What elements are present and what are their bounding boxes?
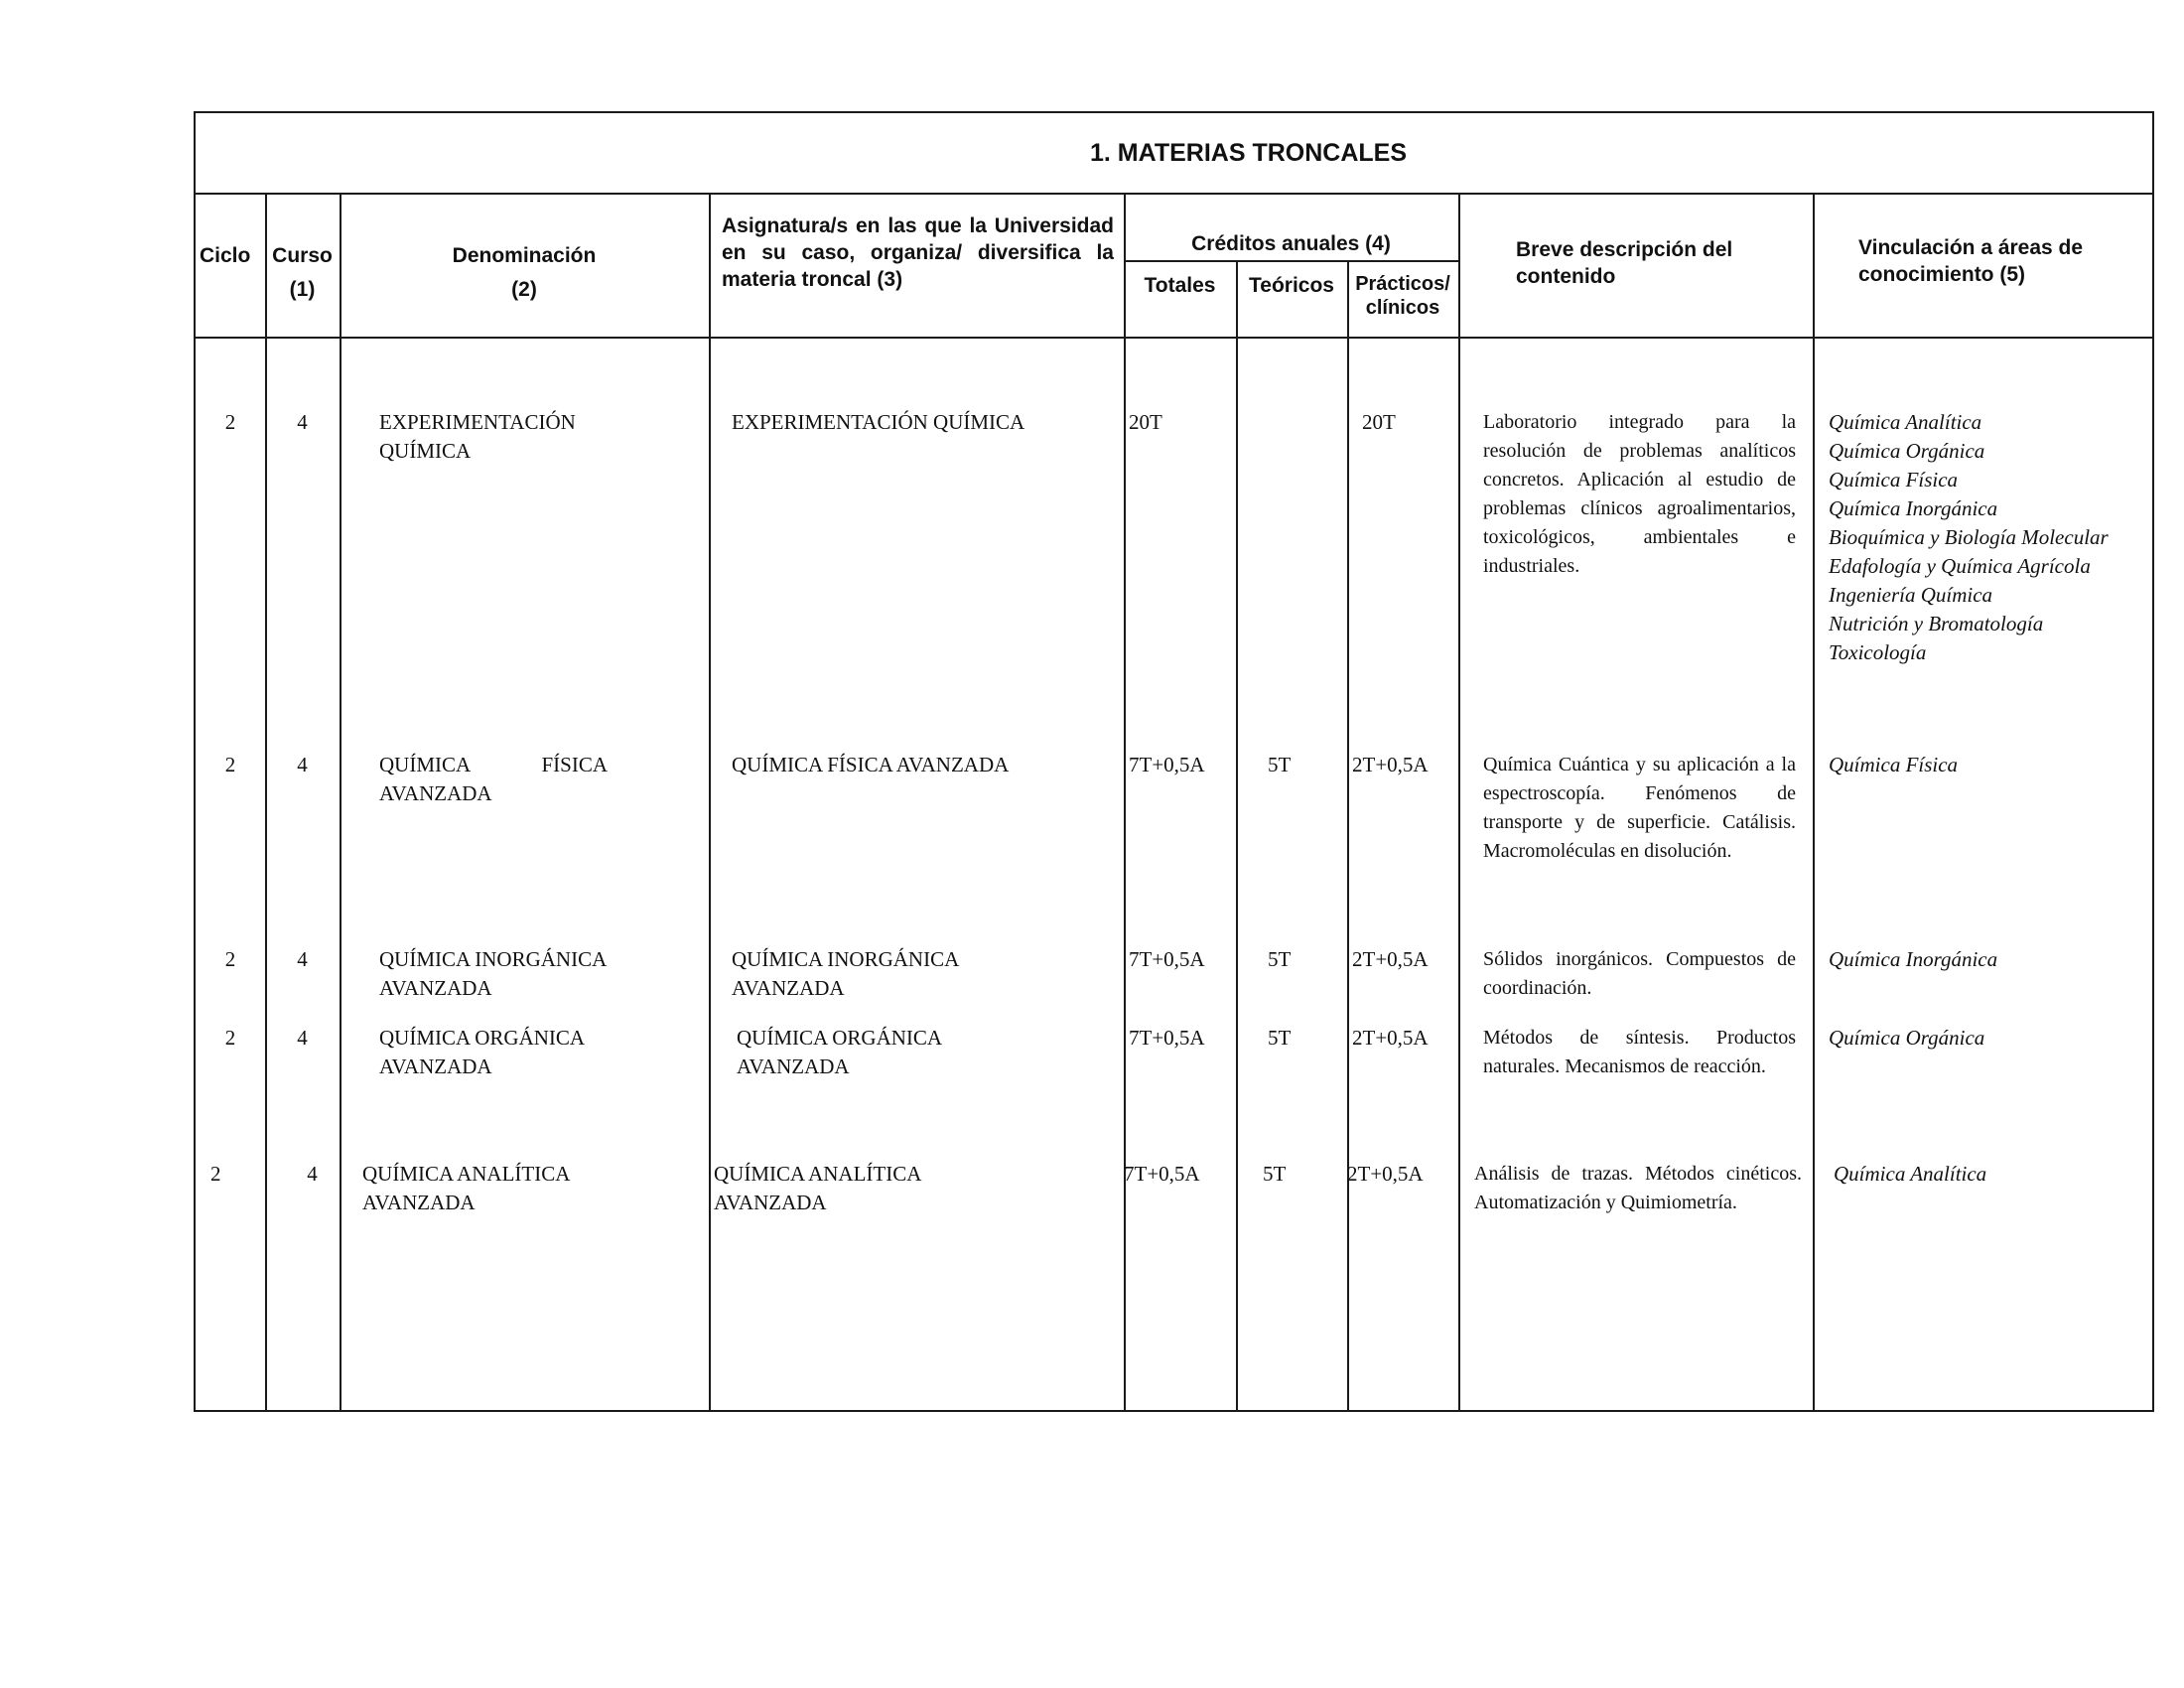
cell-descripcion: Análisis de trazas. Métodos cinéticos. Automatización y Quimiometría. bbox=[1474, 1163, 1802, 1213]
materias-troncales-table bbox=[194, 111, 2154, 1412]
cell-areas: Química Analítica Química Orgánica Química Física Química Inorgánica Bioquímica y Biología Molecular Edafología y Química Agrícola Ingeniería Química Nutrición y Bromatología Toxicología bbox=[1829, 410, 2109, 664]
cell-denominacion: QUÍMICA FÍSICA AVANZADA bbox=[379, 753, 608, 805]
column-divider bbox=[1347, 260, 1349, 1410]
cell-practicos: 2T+0,5A bbox=[1352, 947, 1429, 971]
cell-totales: 7T+0,5A bbox=[1129, 947, 1205, 971]
cell-curso: 4 bbox=[297, 410, 308, 434]
header-practicos: Prácticos/ clínicos bbox=[1355, 273, 1450, 319]
header-creditos: Créditos anuales (4) bbox=[1191, 232, 1391, 255]
header-bottom-line bbox=[196, 337, 2152, 339]
section-title-row bbox=[196, 113, 2152, 195]
cell-areas: Química Orgánica bbox=[1829, 1026, 1985, 1050]
cell-practicos: 2T+0,5A bbox=[1352, 753, 1429, 776]
column-divider bbox=[1236, 260, 1238, 1410]
cell-asignatura: QUÍMICA ORGÁNICA AVANZADA bbox=[737, 1026, 941, 1078]
cell-descripcion: Métodos de síntesis. Productos naturales. Mecanismos de reacción. bbox=[1483, 1027, 1796, 1077]
header-totales: Totales bbox=[1144, 274, 1216, 297]
cell-curso: 4 bbox=[297, 947, 308, 971]
column-divider bbox=[1458, 195, 1460, 1410]
cell-practicos: 2T+0,5A bbox=[1347, 1162, 1424, 1186]
cell-curso: 4 bbox=[297, 1026, 308, 1050]
cell-teoricos: 5T bbox=[1263, 1162, 1287, 1186]
header-asignatura: Asignatura/s en las que la Universidad en su caso, organiza/ diversifica la materia troncal (3) bbox=[722, 214, 1114, 291]
cell-asignatura: QUÍMICA ANALÍTICA AVANZADA bbox=[714, 1162, 921, 1214]
cell-totales: 7T+0,5A bbox=[1129, 753, 1205, 776]
cell-denominacion: QUÍMICA ANALÍTICA AVANZADA bbox=[362, 1162, 570, 1214]
cell-ciclo: 2 bbox=[224, 947, 236, 971]
header-denominacion: Denominación bbox=[452, 244, 597, 267]
cell-curso: 4 bbox=[297, 753, 308, 776]
header-vinculacion: Vinculación a áreas de conocimiento (5) bbox=[1858, 236, 2084, 286]
column-divider bbox=[709, 195, 711, 1410]
cell-teoricos: 5T bbox=[1268, 753, 1292, 776]
column-divider bbox=[340, 195, 341, 1410]
cell-totales: 7T+0,5A bbox=[1129, 1026, 1205, 1050]
header-descripcion: Breve descripción del contenido bbox=[1516, 238, 1733, 288]
column-divider bbox=[1124, 195, 1126, 1410]
header-curso-note: (1) bbox=[289, 278, 316, 301]
cell-asignatura: QUÍMICA FÍSICA AVANZADA bbox=[732, 753, 1010, 776]
cell-asignatura: QUÍMICA INORGÁNICA AVANZADA bbox=[732, 947, 959, 1000]
cell-ciclo: 2 bbox=[210, 1162, 221, 1186]
cell-descripcion: Sólidos inorgánicos. Compuestos de coordinación. bbox=[1483, 948, 1796, 999]
cell-totales: 20T bbox=[1129, 410, 1162, 434]
header-teoricos: Teóricos bbox=[1249, 274, 1334, 297]
cell-practicos: 20T bbox=[1362, 410, 1396, 434]
section-title: 1. MATERIAS TRONCALES bbox=[1090, 138, 1407, 167]
credits-subheader-line bbox=[1124, 260, 1458, 262]
cell-areas: Química Inorgánica bbox=[1829, 947, 1998, 971]
cell-areas: Química Analítica bbox=[1834, 1162, 1987, 1186]
cell-denominacion: QUÍMICA ORGÁNICA AVANZADA bbox=[379, 1026, 584, 1078]
cell-descripcion: Laboratorio integrado para la resolución de problemas analíticos concretos. Aplicación al estudio de problemas clínicos agroalimentarios, toxicológicos, ambientales e industriales. bbox=[1483, 411, 1796, 577]
cell-curso: 4 bbox=[307, 1162, 318, 1186]
cell-denominacion: EXPERIMENTACIÓN QUÍMICA bbox=[379, 410, 576, 463]
header-denominacion-note: (2) bbox=[511, 278, 537, 301]
header-ciclo: Ciclo bbox=[200, 244, 251, 267]
column-divider bbox=[1813, 195, 1815, 1410]
column-divider bbox=[265, 195, 267, 1410]
cell-teoricos: 5T bbox=[1268, 947, 1292, 971]
cell-totales: 7T+0,5A bbox=[1124, 1162, 1200, 1186]
cell-denominacion: QUÍMICA INORGÁNICA AVANZADA bbox=[379, 947, 607, 1000]
cell-asignatura: EXPERIMENTACIÓN QUÍMICA bbox=[732, 410, 1025, 434]
cell-areas: Química Física bbox=[1829, 753, 1959, 776]
cell-ciclo: 2 bbox=[224, 410, 236, 434]
cell-descripcion: Química Cuántica y su aplicación a la espectroscopía. Fenómenos de transporte y de superficie. Catálisis. Macromoléculas en disolución. bbox=[1483, 754, 1796, 862]
cell-ciclo: 2 bbox=[224, 1026, 236, 1050]
header-curso: Curso bbox=[272, 244, 333, 267]
cell-practicos: 2T+0,5A bbox=[1352, 1026, 1429, 1050]
cell-teoricos: 5T bbox=[1268, 1026, 1292, 1050]
cell-ciclo: 2 bbox=[224, 753, 236, 776]
